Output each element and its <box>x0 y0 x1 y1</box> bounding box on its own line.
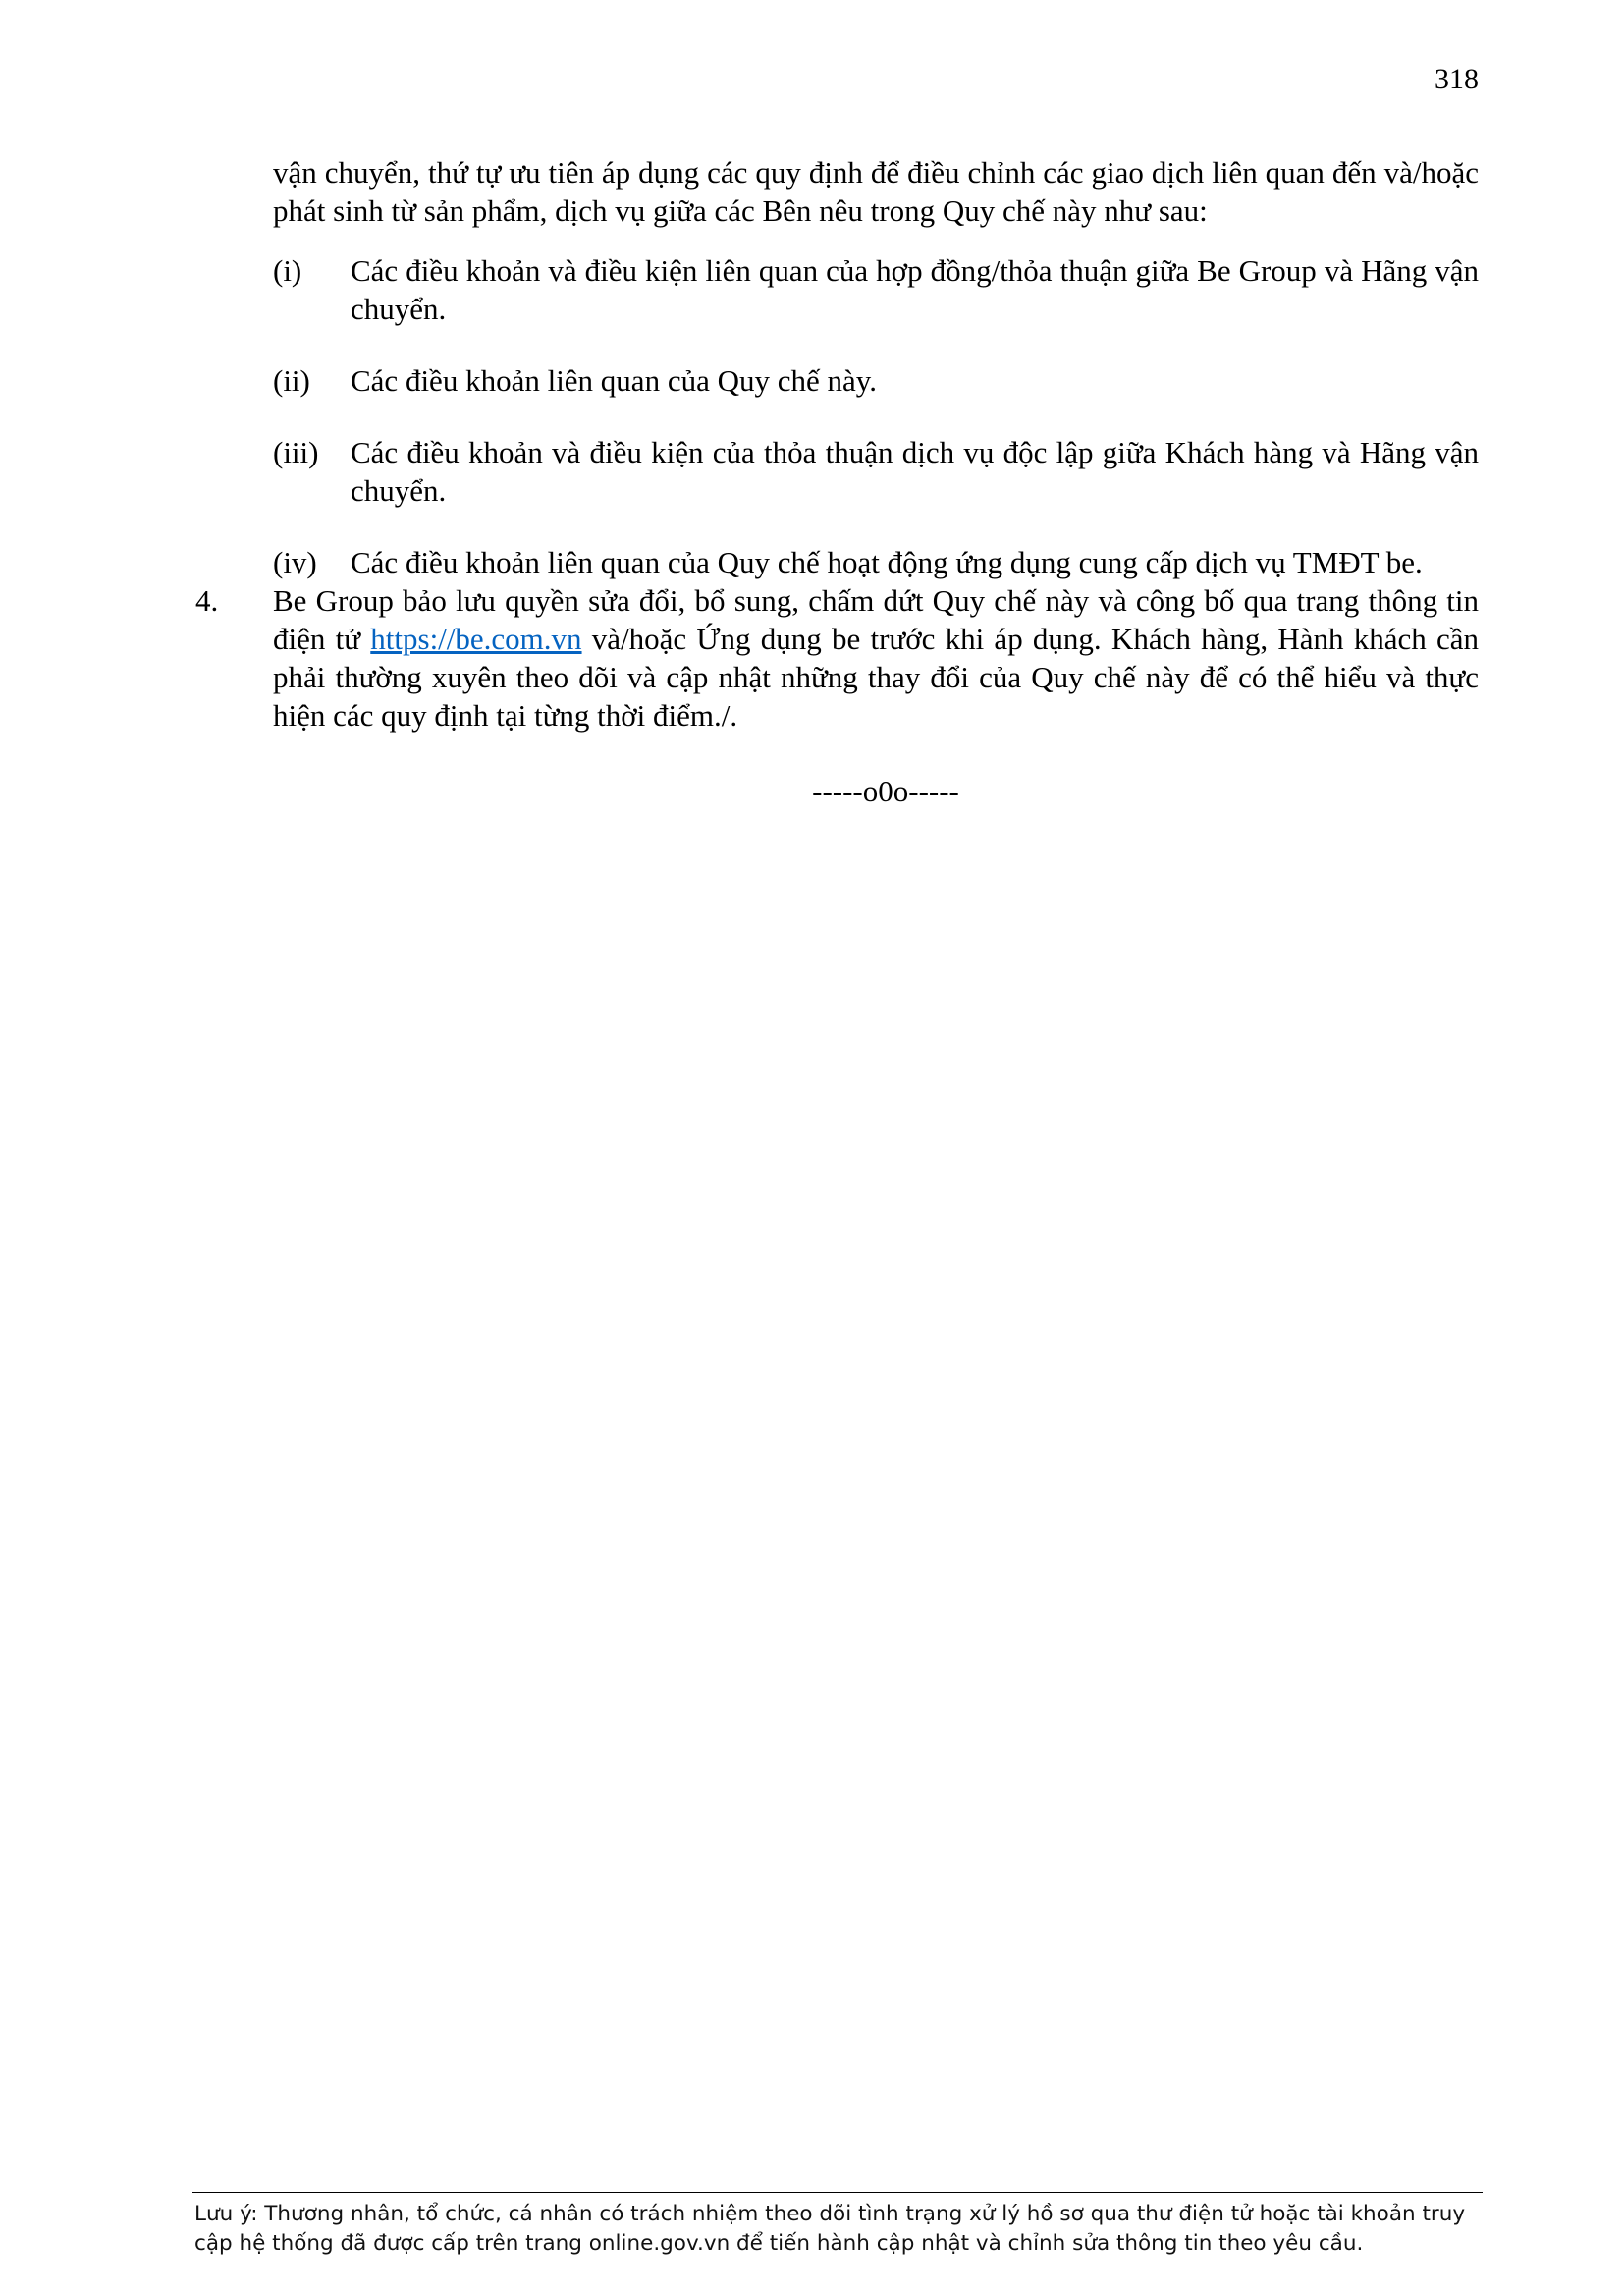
sub-item-text: Các điều khoản liên quan của Quy chế này. <box>351 363 877 398</box>
sub-item-i <box>273 251 1479 328</box>
sub-item-number: (i) <box>273 253 302 288</box>
sub-item-text: Các điều khoản và điều kiện liên quan của hợp đồng/thỏa thuận giữa Be Group và Hãng vận chuyển. <box>351 253 1479 326</box>
end-separator: -----o0o----- <box>812 774 959 808</box>
intro-paragraph: vận chuyển, thứ tự ưu tiên áp dụng các quy định để điều chỉnh các giao dịch liên quan đến và/hoặc phát sinh từ sản phẩm, dịch vụ giữa các Bên nêu trong Quy chế này như sau: <box>273 155 1479 228</box>
sub-item-iii <box>273 433 1479 510</box>
footer-divider <box>192 2192 1483 2193</box>
website-link[interactable]: https://be.com.vn <box>370 622 582 656</box>
item-text-before-link: Be Group bảo lưu quyền sửa đổi, bổ sung, chấm dứt Quy chế này và công bố qua trang thông tin điện tử <box>273 583 1479 656</box>
footer-note: Lưu ý: Thương nhân, tổ chức, cá nhân có trách nhiệm theo dõi tình trạng xử lý hồ sơ qua thư điện tử hoặc tài khoản truy cập hệ thống đã được cấp trên trang online.gov.vn để tiến hành cập nhật và chỉnh sửa thông tin theo yêu cầu. <box>194 2202 1466 2256</box>
item-number: 4. <box>195 583 219 618</box>
sub-item-text: Các điều khoản và điều kiện của thỏa thuận dịch vụ độc lập giữa Khách hàng và Hãng vận chuyển. <box>351 435 1479 508</box>
sub-item-number: (ii) <box>273 363 310 398</box>
sub-item-iv <box>273 543 1479 581</box>
numbered-item-4 <box>195 581 1479 735</box>
sub-item-ii <box>273 361 1479 400</box>
sub-item-text: Các điều khoản liên quan của Quy chế hoạt động ứng dụng cung cấp dịch vụ TMĐT be. <box>351 545 1423 579</box>
item-text-after-link: và/hoặc Ứng dụng be trước khi áp dụng. Khách hàng, Hành khách cần phải thường xuyên theo dõi và cập nhật những thay đổi của Quy chế này để có thể hiểu và thực hiện các quy định tại từng thời điểm./. <box>273 622 1479 733</box>
sub-item-number: (iv) <box>273 545 317 579</box>
page-number: 318 <box>1435 63 1479 95</box>
document-body <box>195 153 1479 810</box>
sub-item-number: (iii) <box>273 435 319 469</box>
